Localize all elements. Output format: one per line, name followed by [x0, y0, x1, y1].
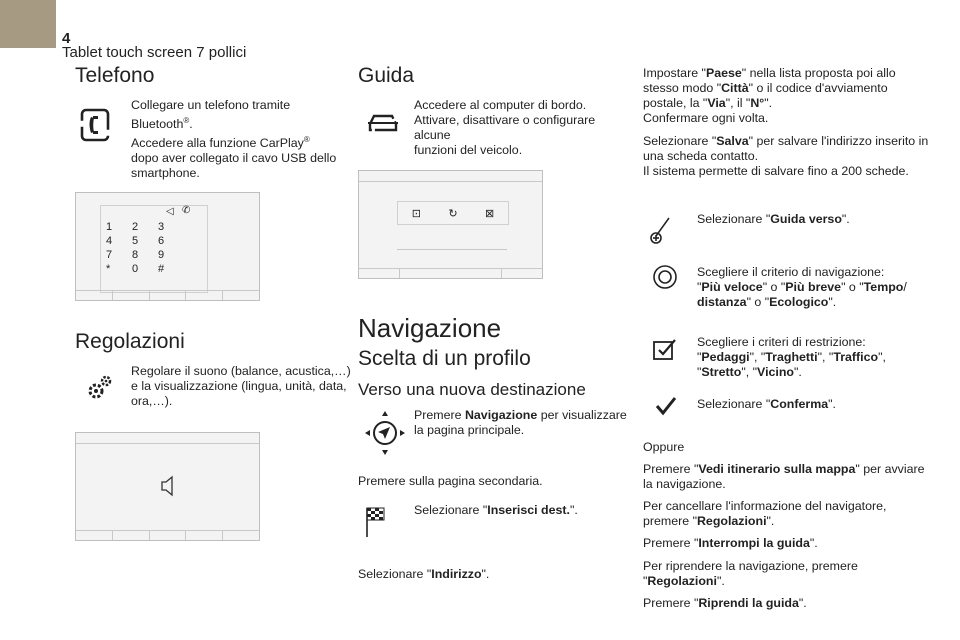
backspace-icon: ◁	[166, 206, 174, 217]
screen-bottom-bar	[76, 530, 259, 540]
premere-navigazione: Premere Navigazione per visualizzare la pagina principale.	[414, 408, 627, 437]
screen-bottom-bar	[359, 268, 542, 278]
key[interactable]: 8	[132, 249, 139, 261]
restriction-checkbox-icon	[652, 338, 678, 362]
inserisci-dest: Selezionare "Inserisci dest.".	[414, 503, 578, 517]
oppure-text: Oppure	[643, 440, 685, 454]
key[interactable]: *	[106, 263, 111, 275]
regolazioni-text: Regolare il suono (balance, acustica,…) e la visualizzazione (lingua, unità, data, ora,…).	[131, 364, 351, 408]
guida-text: Accedere al computer di bordo. Attivare, disattivare o configurare alcune funzioni del veicolo.	[414, 98, 596, 157]
screen-bottom-bar	[76, 290, 259, 300]
driving-screen	[358, 170, 543, 279]
settings-screen	[75, 432, 260, 541]
interrompi-text: Premere "Interrompi la guida".	[643, 536, 818, 550]
refresh-icon[interactable]: ↻	[448, 207, 458, 220]
riprendi-guida-text: Premere "Riprendi la guida".	[643, 596, 807, 610]
key[interactable]: 3	[158, 221, 165, 233]
guida-title: Guida	[358, 64, 415, 87]
navigation-cursor-icon	[364, 410, 406, 456]
keypad	[106, 221, 186, 275]
salva-paragraph: Selezionare "Salva" per salvare l'indirizzo inserito in una scheda contatto. Il sistema permette di salvare fino a 200 schede.	[643, 134, 929, 178]
handset-icon: ✆	[182, 205, 191, 216]
conferma-text: Selezionare "Conferma".	[697, 397, 836, 411]
phone-screen	[75, 192, 260, 301]
navigazione-title: Navigazione	[358, 313, 502, 343]
phone-icon	[80, 108, 110, 142]
selezionare-indirizzo: Selezionare "Indirizzo".	[358, 567, 490, 581]
section-header: Tablet touch screen 7 pollici	[62, 44, 247, 61]
cancellare-text: Per cancellare l'informazione del navigatore, premere "Regolazioni".	[643, 499, 887, 528]
impostare-paragraph: Impostare "Paese" nella lista proposta poi allo stesso modo "Città" o il codice d'avviamento postale, la "Via", il "N°". Confermare ogni volta.	[643, 66, 896, 125]
navigazione-subtitle: Scelta di un profilo	[358, 347, 531, 370]
key[interactable]: 2	[132, 221, 139, 233]
key[interactable]: 5	[132, 235, 139, 247]
key[interactable]: 9	[158, 249, 165, 261]
navigazione-subsubtitle: Verso una nuova destinazione	[358, 380, 586, 399]
restrizione-text: Scegliere i criteri di restrizione: "Pedaggi", "Traghetti", "Traffico", "Stretto", "Vicino".	[697, 335, 886, 379]
telefono-text: Collegare un telefono tramite Bluetooth®. Accedere alla funzione CarPlay® dopo aver collegato il cavo USB dello smartphone.	[131, 98, 337, 181]
guida-verso-icon	[649, 214, 671, 244]
speaker-icon	[160, 475, 174, 497]
regolazioni-title: Regolazioni	[75, 330, 185, 353]
riprendere-text: Per riprendere la navigazione, premere "Regolazioni".	[643, 559, 858, 588]
checkmark-icon	[655, 396, 677, 416]
key[interactable]: 1	[106, 221, 113, 233]
key[interactable]: 7	[106, 249, 113, 261]
key[interactable]: 6	[158, 235, 165, 247]
vedi-itinerario-text: Premere "Vedi itinerario sulla mappa" per avviare la navigazione.	[643, 462, 925, 491]
page-badge	[0, 0, 56, 48]
key[interactable]: #	[158, 263, 165, 275]
close-box-icon[interactable]: ⊠	[485, 207, 495, 220]
page-number: 4	[62, 30, 71, 47]
criteria-icon	[652, 264, 678, 290]
key[interactable]: 0	[132, 263, 139, 275]
checkered-flag-icon	[364, 506, 386, 538]
key[interactable]: 4	[106, 235, 113, 247]
pagina-secondaria: Premere sulla pagina secondaria.	[358, 474, 543, 488]
criterio-text: Scegliere il criterio di navigazione: "Più veloce" o "Più breve" o "Tempo/ distanza" o "Ecologico".	[697, 265, 907, 309]
gears-icon	[84, 372, 114, 404]
computer-icon[interactable]: ⊡	[411, 207, 421, 220]
guida-verso-text: Selezionare "Guida verso".	[697, 212, 850, 226]
car-icon	[366, 112, 400, 134]
telefono-title: Telefono	[75, 64, 155, 87]
